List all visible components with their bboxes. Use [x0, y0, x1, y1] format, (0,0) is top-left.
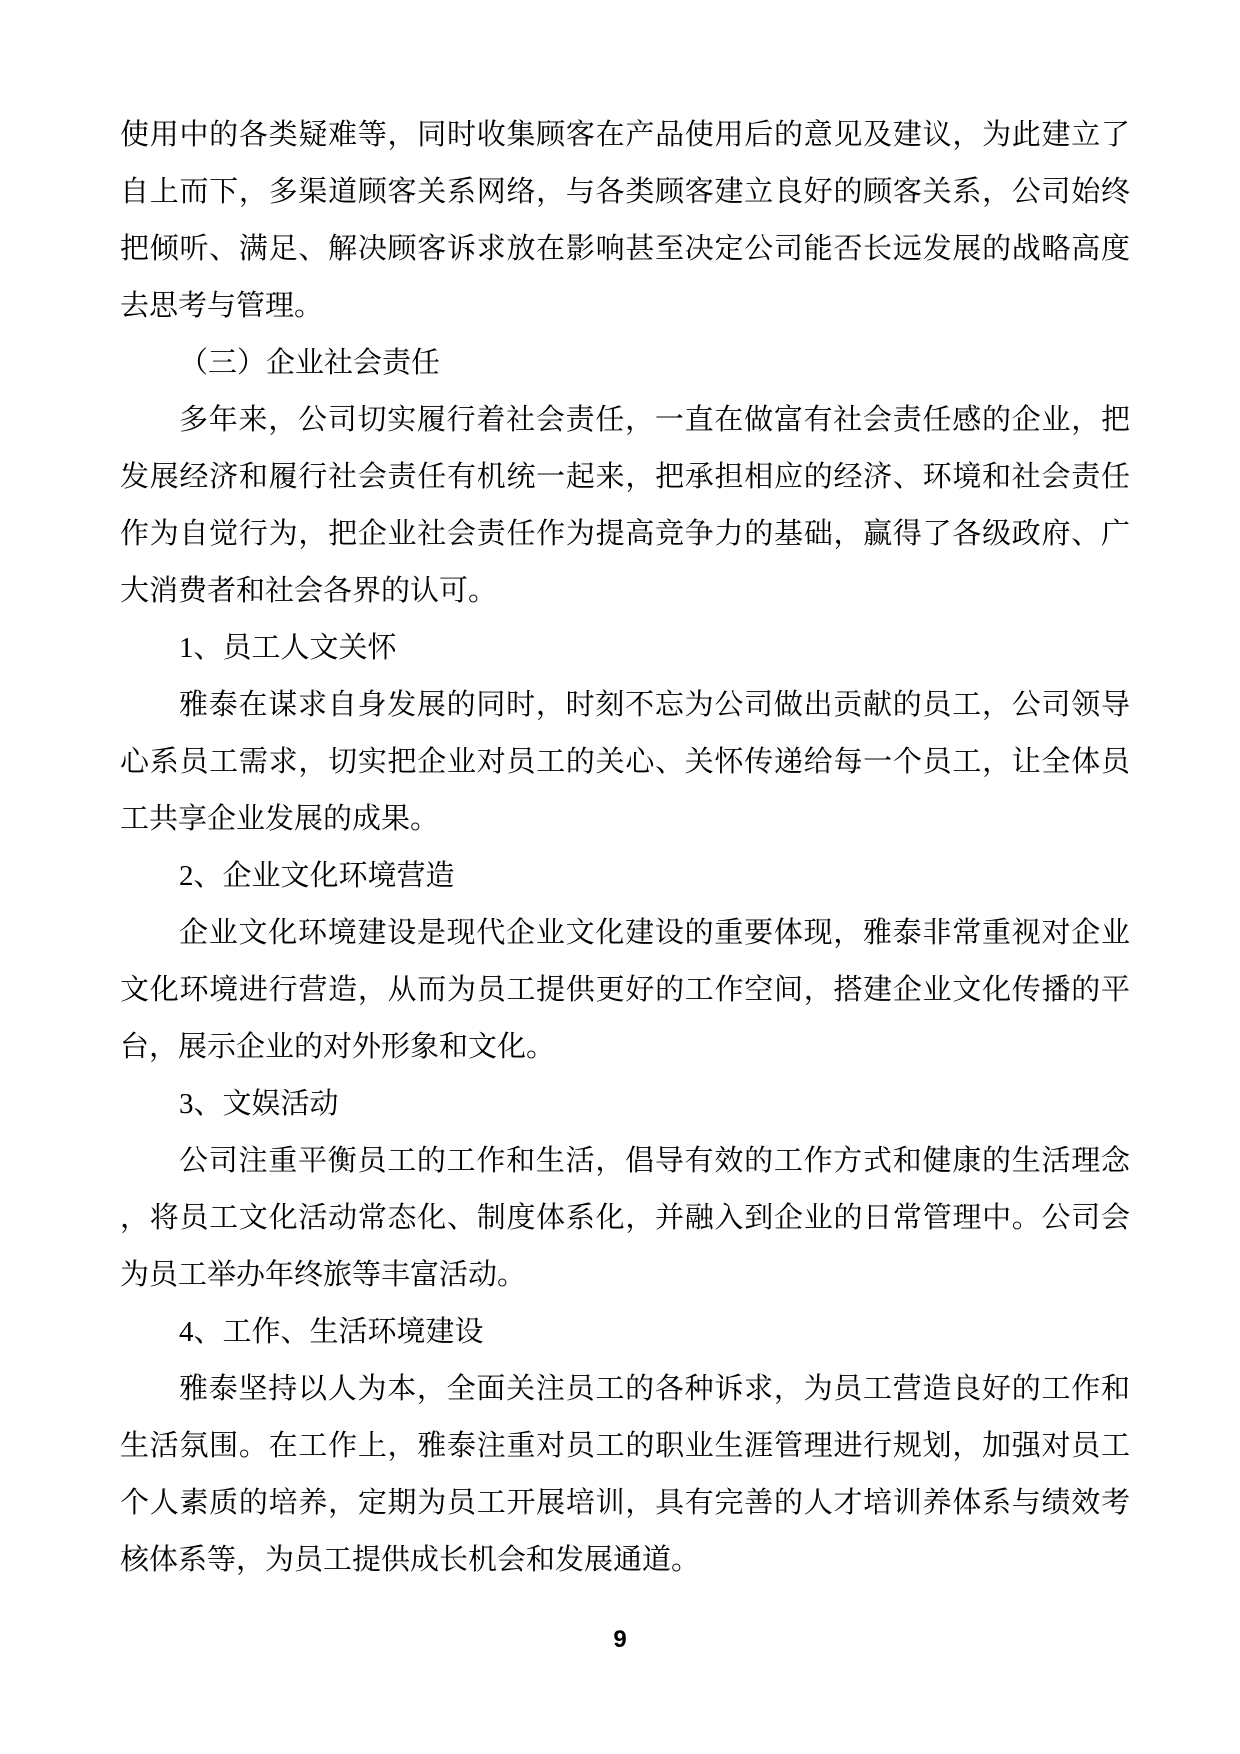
paragraph-line: 个人素质的培养，定期为员工开展培训，具有完善的人才培训养体系与绩效考	[120, 1487, 1130, 1519]
paragraph-line: 使用中的各类疑难等，同时收集顾客在产品使用后的意见及建议，为此建立了	[120, 119, 1130, 151]
section-heading: （三）企业社会责任	[179, 347, 441, 379]
paragraph-line: 为员工举办年终旅等丰富活动。	[120, 1259, 527, 1291]
paragraph-line: 去思考与管理。	[120, 290, 324, 322]
paragraph-line: 把倾听、满足、解决顾客诉求放在影响甚至决定公司能否长远发展的战略高度	[120, 233, 1130, 265]
paragraph-line: 雅泰在谋求自身发展的同时，时刻不忘为公司做出贡献的员工，公司领导	[179, 689, 1130, 721]
paragraph-line: 文化环境进行营造，从而为员工提供更好的工作空间，搭建企业文化传播的平	[120, 974, 1130, 1006]
paragraph-line: ，将员工文化活动常态化、制度体系化，并融入到企业的日常管理中。公司会	[120, 1202, 1130, 1234]
paragraph-line: 生活氛围。在工作上，雅泰注重对员工的职业生涯管理进行规划，加强对员工	[120, 1430, 1130, 1462]
section-heading: 2、企业文化环境营造	[179, 860, 455, 892]
page-footer	[0, 1626, 1240, 1654]
paragraph-line: 作为自觉行为，把企业社会责任作为提高竞争力的基础，赢得了各级政府、广	[120, 518, 1130, 550]
paragraph-line: 企业文化环境建设是现代企业文化建设的重要体现，雅泰非常重视对企业	[179, 917, 1130, 949]
section-heading: 1、员工人文关怀	[179, 632, 397, 664]
document-body	[120, 107, 1130, 1589]
paragraph-line: 大消费者和社会各界的认可。	[120, 575, 498, 607]
section-heading: 4、工作、生活环境建设	[179, 1316, 484, 1348]
page-number: 9	[613, 1626, 627, 1653]
paragraph-line: 雅泰坚持以人为本，全面关注员工的各种诉求，为员工营造良好的工作和	[179, 1373, 1130, 1405]
section-heading: 3、文娱活动	[179, 1088, 339, 1120]
paragraph-line: 多年来，公司切实履行着社会责任，一直在做富有社会责任感的企业，把	[179, 404, 1130, 436]
paragraph-line: 公司注重平衡员工的工作和生活，倡导有效的工作方式和健康的生活理念	[179, 1145, 1130, 1177]
paragraph-line: 核体系等，为员工提供成长机会和发展通道。	[120, 1544, 701, 1576]
paragraph-line: 台，展示企业的对外形象和文化。	[120, 1031, 556, 1063]
paragraph-line: 心系员工需求，切实把企业对员工的关心、关怀传递给每一个员工，让全体员	[120, 746, 1130, 778]
paragraph-line: 工共享企业发展的成果。	[120, 803, 440, 835]
paragraph-line: 发展经济和履行社会责任有机统一起来，把承担相应的经济、环境和社会责任	[120, 461, 1130, 493]
paragraph-line: 自上而下，多渠道顾客关系网络，与各类顾客建立良好的顾客关系，公司始终	[120, 176, 1130, 208]
